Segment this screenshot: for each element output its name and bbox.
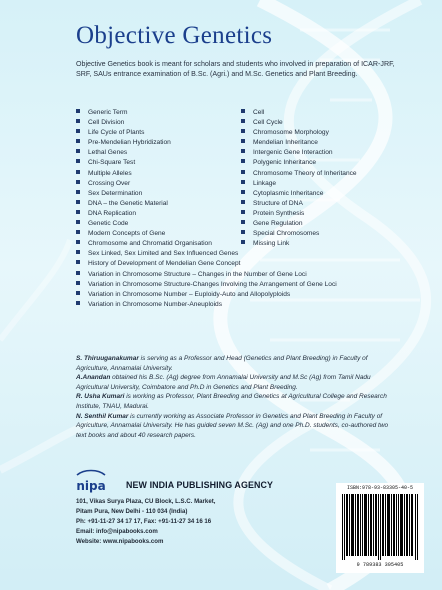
author-name: A.Anandan xyxy=(76,374,111,382)
topic-item: Modern Concepts of Gene xyxy=(76,229,165,239)
author-bio xyxy=(76,392,398,411)
topic-item: Chromosome Theory of Inheritance xyxy=(241,169,357,179)
topic-row xyxy=(76,290,396,300)
topic-row xyxy=(76,179,396,189)
publisher-address-1: 101, Vikas Surya Plaza, CU Block, L.S.C. Market, xyxy=(76,498,216,505)
bullet-icon xyxy=(241,230,245,234)
topic-item: Gene Regulation xyxy=(241,219,303,229)
topic-row xyxy=(76,108,396,118)
bullet-icon xyxy=(76,159,80,163)
topic-item: Chromosome Morphology xyxy=(241,128,329,138)
publisher-address-2: Pitam Pura, New Delhi - 110 034 (India) xyxy=(76,508,188,515)
topic-item: Protein Synthesis xyxy=(241,209,304,219)
topic-item: Crossing Over xyxy=(76,179,130,189)
topic-item: Lethal Genes xyxy=(76,148,127,158)
bullet-icon xyxy=(76,220,80,224)
book-title: Objective Genetics xyxy=(76,22,273,49)
topic-row xyxy=(76,189,396,199)
topic-item: Cell xyxy=(241,108,264,118)
topic-row xyxy=(76,229,396,239)
topic-item: Pre-Mendelian Hybridization xyxy=(76,138,171,148)
topic-item: Variation in Chromosome Structure – Changes in the Number of Gene Loci xyxy=(76,270,307,280)
topic-item: Sex Linked, Sex Limited and Sex Influenced Genes xyxy=(76,249,238,259)
topic-row xyxy=(76,219,396,229)
bullet-icon xyxy=(76,210,80,214)
topic-item: Special Chromosomes xyxy=(241,229,319,239)
topic-item: Intergenic Gene Interaction xyxy=(241,148,333,158)
bullet-icon xyxy=(76,109,80,113)
author-description: is currently working as Associate Professor in Genetics and Plant Breeding in Faculty of Agriculture, Annamalai University. He has guided seven M.Sc. (Ag) and one Ph.D. students, co-authored two text books and about 40 research papers. xyxy=(76,412,389,439)
topic-item: Chi-Square Test xyxy=(76,158,135,168)
bullet-icon xyxy=(241,210,245,214)
topic-item: Linkage xyxy=(241,179,276,189)
topic-item: Chromosome and Chromatid Organisation xyxy=(76,239,212,249)
bullet-icon xyxy=(76,190,80,194)
bullet-icon xyxy=(241,159,245,163)
logo-text: nipa xyxy=(76,479,106,493)
bullet-icon xyxy=(241,180,245,184)
topic-item: Cell Cycle xyxy=(241,118,283,128)
topic-row xyxy=(76,118,396,128)
bullet-icon xyxy=(241,240,245,244)
author-description: is working as Professor, Plant Breeding and Genetics at Agricultural College and Research Institute, TNAU, Madurai. xyxy=(76,393,387,410)
barcode xyxy=(336,483,424,573)
topic-row xyxy=(76,270,396,280)
bullet-icon xyxy=(76,250,80,254)
publisher-phone: Ph: +91-11-27 34 17 17, Fax: +91-11-27 34 16 16 xyxy=(76,518,212,525)
bullet-icon xyxy=(76,260,80,264)
author-bios xyxy=(76,354,398,440)
topic-list xyxy=(76,108,396,310)
bullet-icon xyxy=(76,230,80,234)
topic-item: Variation in Chromosome Number – Euploidy-Auto and Allopolyploids xyxy=(76,290,290,300)
topic-row xyxy=(76,249,396,259)
bullet-icon xyxy=(241,190,245,194)
bullet-icon xyxy=(241,139,245,143)
topic-row xyxy=(76,209,396,219)
topic-row xyxy=(76,259,396,269)
bullet-icon xyxy=(76,281,80,285)
topic-row xyxy=(76,169,396,179)
author-description: obtained his B.Sc. (Ag) degree from Annamalai University and M.Sc (Ag) from Tamil Nadu Agricultural University, Coimbatore and Ph.D in Genetics and Plant Breeding. xyxy=(76,374,371,391)
bullet-icon xyxy=(76,301,80,305)
author-name: S. Thiruuganakumar xyxy=(76,355,139,362)
book-description: Objective Genetics book is meant for scholars and students who involved in preparation of ICAR-JRF, SRF, SAUs entrance examination of B.Sc. (Agri.) and M.Sc. Genetics and Plant Breeding. xyxy=(76,60,395,79)
topic-item: Multiple Alleles xyxy=(76,169,132,179)
bullet-icon xyxy=(76,170,80,174)
barcode-bars xyxy=(342,494,418,560)
author-name: N. Senthil Kumar xyxy=(76,412,129,420)
topic-row xyxy=(76,128,396,138)
publisher-name: NEW INDIA PUBLISHING AGENCY xyxy=(126,480,274,490)
topic-item: Genetic Code xyxy=(76,219,128,229)
topic-item: Polygenic Inheritance xyxy=(241,158,316,168)
topic-item: Mendelian Inheritance xyxy=(241,138,318,148)
topic-row xyxy=(76,300,396,310)
topic-row xyxy=(76,158,396,168)
bullet-icon xyxy=(241,200,245,204)
bullet-icon xyxy=(76,240,80,244)
bullet-icon xyxy=(241,129,245,133)
bullet-icon xyxy=(241,109,245,113)
bullet-icon xyxy=(76,271,80,275)
publisher-website: Website: www.nipabooks.com xyxy=(76,538,164,545)
topic-item: DNA Replication xyxy=(76,209,136,219)
topic-row xyxy=(76,199,396,209)
bullet-icon xyxy=(76,200,80,204)
bullet-icon xyxy=(241,119,245,123)
author-bio xyxy=(76,412,398,441)
bullet-icon xyxy=(76,139,80,143)
topic-item: DNA – the Genetic Material xyxy=(76,199,168,209)
bullet-icon xyxy=(241,220,245,224)
publisher-email: Email: info@nipabooks.com xyxy=(76,528,158,535)
topic-item: Cell Division xyxy=(76,118,124,128)
topic-item: Structure of DNA xyxy=(241,199,303,209)
topic-row xyxy=(76,239,396,249)
author-name: R. Usha Kumari xyxy=(76,393,125,401)
topic-row xyxy=(76,138,396,148)
bullet-icon xyxy=(76,291,80,295)
bullet-icon xyxy=(241,149,245,153)
author-bio xyxy=(76,373,398,392)
topic-row xyxy=(76,280,396,290)
topic-item: Variation in Chromosome Number-Aneuploids xyxy=(76,300,222,310)
author-description: is serving as a Professor and Head (Genetics and Plant Breeding) in Faculty of Agriculture, Annamalai University. xyxy=(76,355,368,372)
author-bio xyxy=(76,354,398,373)
topic-item: Life Cycle of Plants xyxy=(76,128,144,138)
bullet-icon xyxy=(76,119,80,123)
barcode-number: 9 789383 305405 xyxy=(356,562,404,568)
topic-item: Generic Term xyxy=(76,108,127,118)
bullet-icon xyxy=(76,180,80,184)
isbn-label: ISBN:978-93-83305-40-5 xyxy=(346,485,413,491)
topic-item: Missing Link xyxy=(241,239,289,249)
topic-row xyxy=(76,148,396,158)
topic-item: History of Development of Mendelian Gene Concept xyxy=(76,259,240,269)
topic-item: Variation in Chromosome Structure-Changes Involving the Arrangement of Gene Loci xyxy=(76,280,337,290)
bullet-icon xyxy=(241,170,245,174)
topic-item: Sex Determination xyxy=(76,189,142,199)
topic-item: Cytoplasmic Inheritance xyxy=(241,189,323,199)
bullet-icon xyxy=(76,129,80,133)
bullet-icon xyxy=(76,149,80,153)
